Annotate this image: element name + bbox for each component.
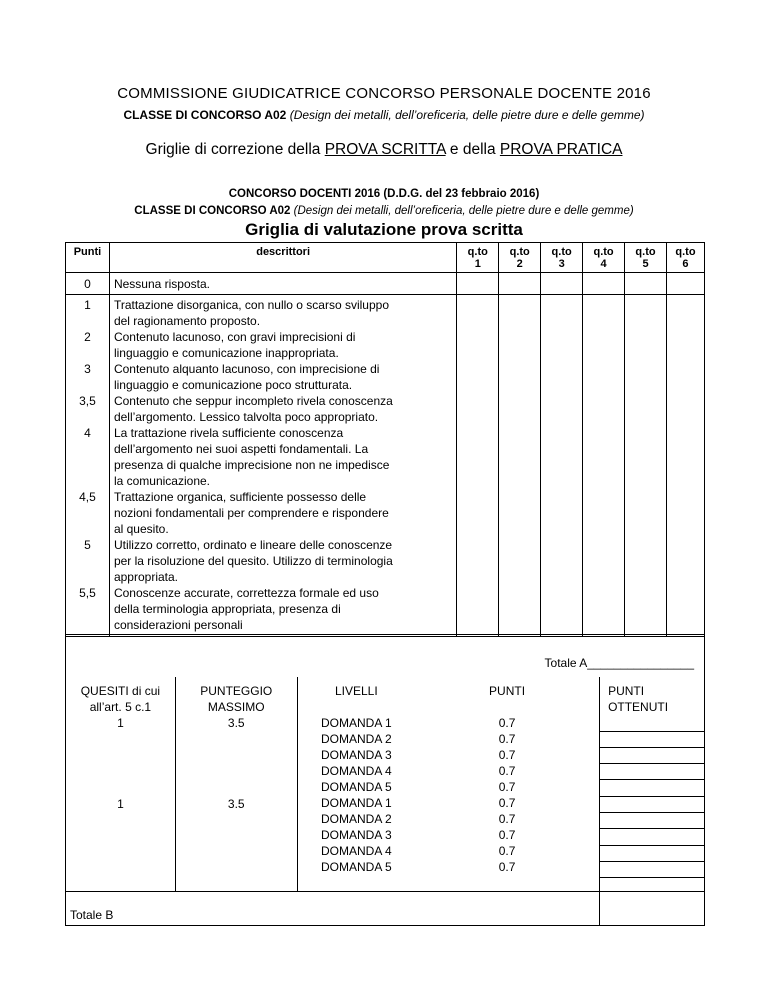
quesito-number: 3 xyxy=(558,258,565,270)
punti-value xyxy=(66,505,109,521)
ottenuti-header-line2: OTTENUTI xyxy=(608,699,669,714)
score-cell[interactable] xyxy=(583,273,625,295)
livello-item: DOMANDA 2 xyxy=(320,731,392,746)
punti-value xyxy=(66,569,109,585)
punti-value: 3,5 xyxy=(79,394,96,408)
punti-item: 0.7 xyxy=(498,747,516,762)
totale-b-value[interactable] xyxy=(600,892,705,926)
totale-b: Totale B xyxy=(66,892,600,926)
punti-value xyxy=(66,521,109,537)
quesito-header-4 xyxy=(583,243,625,273)
totale-a: Totale A________________ xyxy=(66,635,705,677)
livello-item: DOMANDA 3 xyxy=(320,747,392,762)
punti-value xyxy=(66,409,109,425)
punti-value xyxy=(66,313,109,329)
punti-header: Punti xyxy=(66,243,110,273)
descrittore-line: Contenuto alquanto lacunoso, con imprecisione di xyxy=(113,362,380,376)
quesito-number: 4 xyxy=(600,258,607,270)
descrittore-line: La trattazione rivela sufficiente conoscenza xyxy=(113,426,344,440)
punti-item: 0.7 xyxy=(498,811,516,826)
descrittore-line: per la risoluzione del quesito. Utilizzo di terminologia xyxy=(113,554,393,568)
ottenuti-row-line xyxy=(600,747,704,748)
punti-item: 0.7 xyxy=(498,779,516,794)
ottenuti-row-line xyxy=(600,812,704,813)
punti-value xyxy=(66,441,109,457)
descrittore-cell: Nessuna risposta. xyxy=(109,273,456,295)
ottenuti-row-line xyxy=(600,845,704,846)
punteggio-column xyxy=(175,677,297,892)
livello-item: DOMANDA 2 xyxy=(320,811,392,826)
class-description: (Design dei metalli, dell’oreficeria, delle pietre dure e delle gemme) xyxy=(289,108,645,122)
quesito-label: q.to xyxy=(593,246,614,258)
punti-value: 1 xyxy=(84,298,91,312)
subtitle-pre: Griglie di correzione della xyxy=(145,141,325,158)
quesito-header-6 xyxy=(666,243,704,273)
concorso-line: CONCORSO DOCENTI 2016 (D.D.G. del 23 febbraio 2016) xyxy=(228,188,540,200)
descrittore-line: della terminologia appropriata, presenza di xyxy=(113,602,341,616)
livelli-list xyxy=(298,715,415,875)
punteggio-value-2: 3.5 xyxy=(227,796,245,811)
livello-item: DOMANDA 3 xyxy=(320,827,392,842)
descrittore-line: dell’argomento nei suoi aspetti fondamentali. La xyxy=(113,442,369,456)
score-cell[interactable] xyxy=(625,295,667,637)
score-cell[interactable] xyxy=(457,295,499,637)
section-class-code: CLASSE DI CONCORSO A02 xyxy=(134,205,291,217)
quesito-header-1 xyxy=(457,243,499,273)
punti-value xyxy=(66,345,109,361)
livello-item: DOMANDA 4 xyxy=(320,843,392,858)
punti-item: 0.7 xyxy=(498,731,516,746)
score-cell[interactable] xyxy=(499,273,541,295)
descrittore-line: dell’argomento. Lessico talvolta poco appropriato. xyxy=(113,410,379,424)
quesiti-value-1: 1 xyxy=(117,715,124,730)
ottenuti-header-line1: PUNTI xyxy=(608,683,645,698)
livello-item: DOMANDA 5 xyxy=(320,779,392,794)
punti-column xyxy=(415,677,600,892)
descrittore-line: considerazioni personali xyxy=(113,618,243,632)
livelli-header: LIVELLI xyxy=(334,683,378,698)
descrittore-line: presenza di qualche imprecisione non ne impedisce xyxy=(113,458,390,472)
punti-value: 4 xyxy=(84,426,91,440)
quesito-number: 1 xyxy=(474,258,481,270)
section-class-description: (Design dei metalli, dell’oreficeria, delle pietre dure e delle gemme) xyxy=(293,205,634,217)
quesito-label: q.to xyxy=(509,246,530,258)
descrittore-line: Utilizzo corretto, ordinato e lineare delle conoscenze xyxy=(113,538,393,552)
quesiti-header-line1: QUESITI di cui xyxy=(80,683,161,698)
score-cell[interactable] xyxy=(541,273,583,295)
grid-heading: Griglia di valutazione prova scritta xyxy=(245,220,523,239)
descrittore-line: Contenuto lacunoso, con gravi imprecisioni di xyxy=(113,330,356,344)
livello-item: DOMANDA 4 xyxy=(320,763,392,778)
punti-list xyxy=(66,297,109,633)
section-class-line xyxy=(0,205,768,217)
score-cell[interactable] xyxy=(666,273,704,295)
ottenuti-row-line xyxy=(600,779,704,780)
descrittore-line: Contenuto che seppur incompleto rivela conoscenza xyxy=(113,394,393,408)
punti-value: 3 xyxy=(84,362,91,376)
punteggio-value-1: 3.5 xyxy=(227,715,245,730)
punti-value xyxy=(66,473,109,489)
subtitle-mid: e della xyxy=(445,141,500,158)
quesito-label: q.to xyxy=(551,246,572,258)
grids-subtitle xyxy=(0,141,768,159)
ottenuti-row-line xyxy=(600,828,704,829)
punti-list xyxy=(415,715,599,875)
quesito-header-2 xyxy=(499,243,541,273)
punti-value: 5 xyxy=(84,538,91,552)
descrittore-line: nozioni fondamentali per comprendere e rispondere xyxy=(113,506,389,520)
punteggio-header-line1: PUNTEGGIO xyxy=(200,683,273,698)
punti-value xyxy=(66,377,109,393)
quesito-label: q.to xyxy=(635,246,656,258)
livello-item: DOMANDA 1 xyxy=(320,795,392,810)
punti-item: 0.7 xyxy=(498,715,516,730)
punti-cell: 0 xyxy=(66,273,110,295)
prova-pratica-label: PROVA PRATICA xyxy=(499,141,623,158)
descrittore-line: al quesito. xyxy=(113,522,169,536)
descrittore-line: la comunicazione. xyxy=(113,474,211,488)
ottenuti-row-line xyxy=(600,877,704,878)
punti-value xyxy=(66,457,109,473)
punti-item: 0.7 xyxy=(498,795,516,810)
quesito-number: 2 xyxy=(516,258,523,270)
quesiti-value-2: 1 xyxy=(117,796,124,811)
ottenuti-row-line xyxy=(600,731,704,732)
punti-value xyxy=(66,601,109,617)
descrittore-line: Trattazione organica, sufficiente possesso delle xyxy=(113,490,367,504)
punti-item: 0.7 xyxy=(498,843,516,858)
descrittore-line: Trattazione disorganica, con nullo o scarso sviluppo xyxy=(113,298,389,312)
punti-header: PUNTI xyxy=(489,683,526,698)
descrittore-line: Conoscenze accurate, correttezza formale ed uso xyxy=(113,586,379,600)
score-cell[interactable] xyxy=(583,295,625,637)
quesito-header-3 xyxy=(541,243,583,273)
livello-item: DOMANDA 5 xyxy=(320,859,392,874)
ottenuti-column xyxy=(600,677,705,892)
punti-item: 0.7 xyxy=(498,763,516,778)
ottenuti-row-line xyxy=(600,763,704,764)
score-cell[interactable] xyxy=(625,273,667,295)
score-cell[interactable] xyxy=(499,295,541,637)
commission-title: COMMISSIONE GIUDICATRICE CONCORSO PERSONALE DOCENTE 2016 xyxy=(117,85,651,102)
livelli-column xyxy=(297,677,415,892)
quesito-header-5 xyxy=(625,243,667,273)
quesito-number: 6 xyxy=(682,258,689,270)
descrittore-line: del ragionamento proposto. xyxy=(113,314,261,328)
punti-value: 2 xyxy=(84,330,91,344)
quesiti-column xyxy=(66,677,176,892)
valutazione-grid xyxy=(65,242,705,637)
riepilogo-grid xyxy=(65,634,705,926)
quesito-label: q.to xyxy=(675,246,696,258)
score-cell[interactable] xyxy=(457,273,499,295)
descrittori-header: descrittori xyxy=(109,243,456,273)
livello-item: DOMANDA 1 xyxy=(320,715,392,730)
punti-value xyxy=(66,553,109,569)
punti-item: 0.7 xyxy=(498,859,516,874)
score-cell[interactable] xyxy=(666,295,704,637)
descrittore-line: appropriata. xyxy=(113,570,178,584)
class-code: CLASSE DI CONCORSO A02 xyxy=(123,108,287,122)
quesito-label: q.to xyxy=(467,246,488,258)
class-line xyxy=(0,108,768,122)
punteggio-header-line2: MASSIMO xyxy=(207,699,265,714)
descrittori-stack xyxy=(109,295,456,637)
quesiti-header-line2: all’art. 5 c.1 xyxy=(89,699,152,714)
punti-item: 0.7 xyxy=(498,827,516,842)
punti-value: 4,5 xyxy=(79,490,96,504)
ottenuti-row-line xyxy=(600,861,704,862)
punti-stack xyxy=(66,295,110,637)
ottenuti-row-line xyxy=(600,796,704,797)
descrittore-line: linguaggio e comunicazione poco strutturata. xyxy=(113,378,353,392)
punti-value: 5,5 xyxy=(79,586,96,600)
quesito-number: 5 xyxy=(642,258,649,270)
score-cell[interactable] xyxy=(541,295,583,637)
punti-value xyxy=(66,617,109,633)
prova-scritta-label: PROVA SCRITTA xyxy=(324,141,446,158)
descrittore-line: linguaggio e comunicazione inappropriata. xyxy=(113,346,339,360)
descrittori-list xyxy=(114,297,452,633)
